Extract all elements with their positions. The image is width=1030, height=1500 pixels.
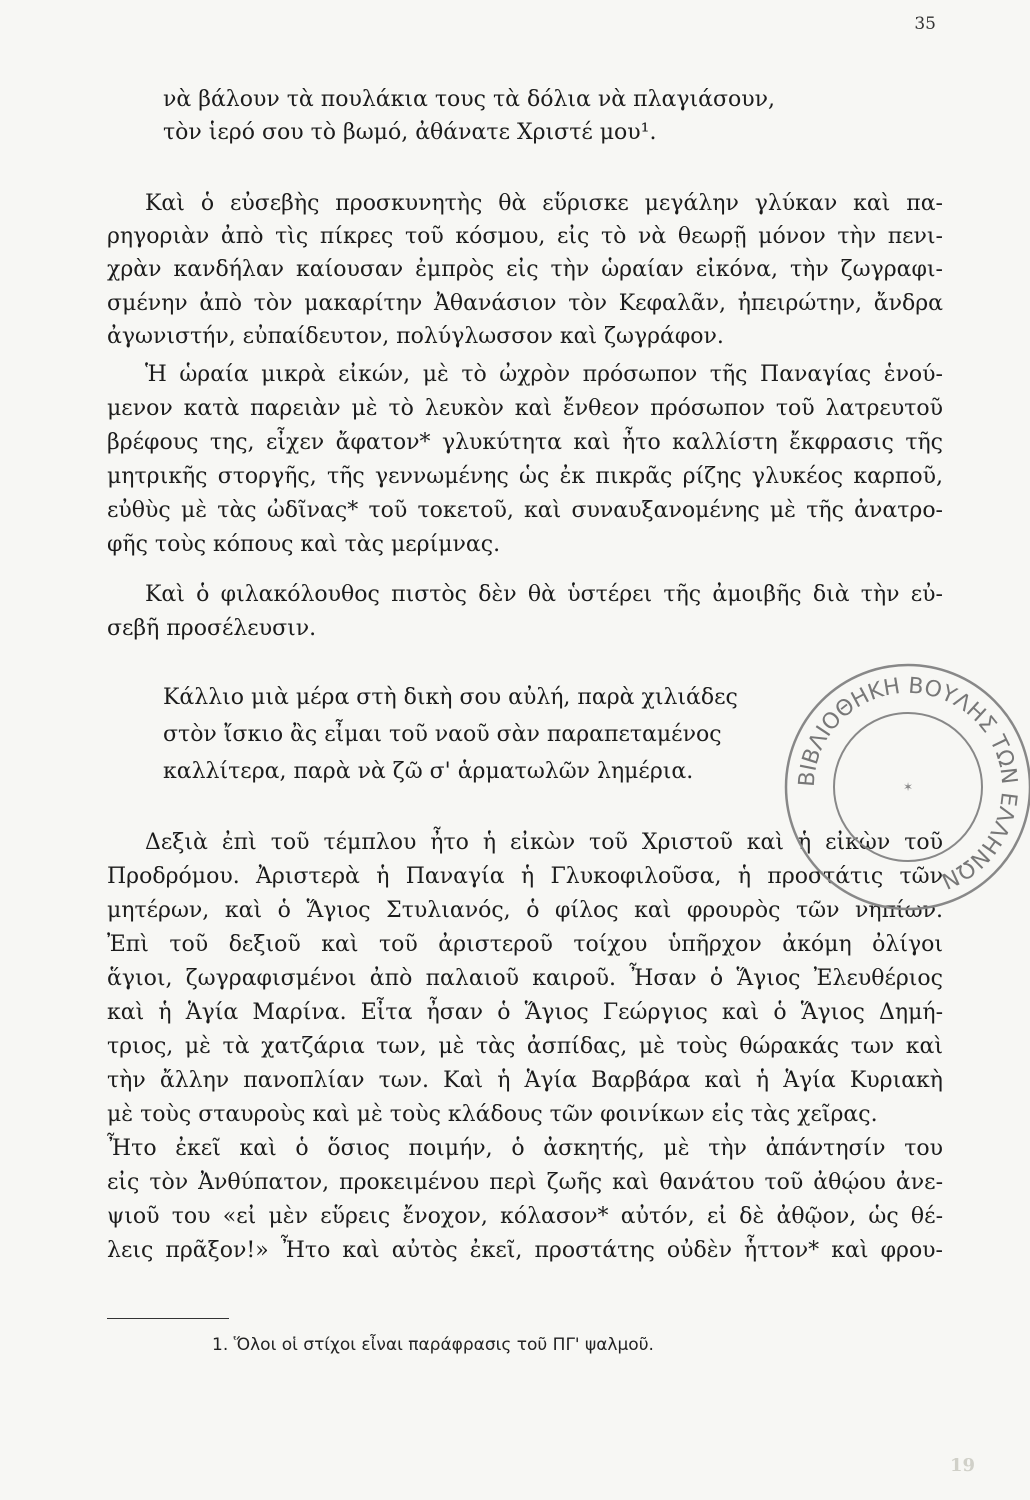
stamp-ring-text: ΒΙΒΛΙΟΘΗΚΗ ΒΟΥΛΗΣ ΤΩΝ ΕΛΛΗΝΩΝ [794, 673, 1022, 894]
text-line: βρέφους της, εἶχεν ἄφατον* γλυκύτητα καὶ ἦτο καλλίστη ἔκφρασις τῆς [107, 430, 943, 455]
poem-line: νὰ βάλουν τὰ πουλάκια τους τὰ δόλια νὰ πλαγιάσουν, [163, 87, 776, 112]
text-line: τὴν ἄλλην πανοπλίαν των. Καὶ ἡ Ἁγία Βαρβάρα καὶ ἡ Ἁγία Κυριακὴ [107, 1068, 943, 1093]
text-line: λεις πρᾶξον!» Ἦτο καὶ αὐτὸς ἐκεῖ, προστάτης οὐδὲν ἧττον* καὶ φρου- [107, 1238, 943, 1263]
text-line: εἰς τὸν Ἀνθύπατον, προκειμένου περὶ ζωῆς καὶ θανάτου τοῦ ἀθῴου ἀνε- [107, 1170, 943, 1195]
poem-line: Κάλλιο μιὰ μέρα στὴ δικὴ σου αὐλή, παρὰ χιλιάδες [163, 685, 738, 710]
poem-line: τὸν ἱερό σου τὸ βωμό, ἀθάνατε Χριστέ μου¹. [163, 120, 657, 145]
text-line: Ἡ ὡραία μικρὰ εἰκών, μὲ τὸ ὠχρὸν πρόσωπον τῆς Παναγίας ἑνού- [145, 362, 943, 387]
text-line: μενον κατὰ παρειὰν μὲ τὸ λευκὸν καὶ ἔνθεον πρόσωπον τοῦ λατρευτοῦ [107, 396, 943, 421]
text-line: ἅγιοι, ζωγραφισμένοι ἀπὸ παλαιοῦ καιροῦ. Ἦσαν ὁ Ἅγιος Ἐλευθέριος [107, 966, 943, 991]
library-stamp [776, 655, 1030, 919]
text-line: Δεξιὰ ἐπὶ τοῦ τέμπλου ἦτο ἡ εἰκὼν τοῦ Χριστοῦ καὶ ἡ εἰκὼν τοῦ [145, 830, 943, 855]
text-line: Καὶ ὁ φιλακόλουθος πιστὸς δὲν θὰ ὑστέρει τῆς ἀμοιβῆς διὰ τὴν εὐ- [145, 582, 943, 607]
text-line: μητέρων, καὶ ὁ Ἅγιος Στυλιανός, ὁ φίλος καὶ φρουρὸς τῶν νηπίων. [107, 898, 943, 923]
text-line: Προδρόμου. Ἀριστερὰ ἡ Παναγία ἡ Γλυκοφιλοῦσα, ἡ προστάτις τῶν [107, 864, 943, 889]
stamp-star-icon: ✶ [902, 780, 914, 794]
page-number: 35 [914, 14, 936, 34]
text-line: ψιοῦ του «εἰ μὲν εὕρεις ἔνοχον, κόλασον* αὐτόν, εἰ δὲ ἀθῷον, ὡς θέ- [107, 1204, 943, 1229]
text-line: ρηγοριὰν ἀπὸ τὶς πίκρες τοῦ κόσμου, εἰς τὸ νὰ θεωρῇ μόνον τὴν πενι- [107, 224, 943, 249]
footnote-rule [107, 1318, 229, 1319]
text-line: καὶ ἡ Ἁγία Μαρίνα. Εἶτα ἦσαν ὁ Ἅγιος Γεώργιος καὶ ὁ Ἅγιος Δημή- [107, 1000, 943, 1025]
text-line: Ἦτο ἐκεῖ καὶ ὁ ὅσιος ποιμήν, ὁ ἀσκητής, μὲ τὴν ἀπάντησίν του [107, 1136, 943, 1161]
poem-line: καλλίτερα, παρὰ νὰ ζῶ σ' ἁρματωλῶν λημέρια. [163, 759, 694, 784]
text-line: Ἐπὶ τοῦ δεξιοῦ καὶ τοῦ ἀριστεροῦ τοίχου ὑπῆρχον ἀκόμη ὀλίγοι [107, 932, 943, 957]
text-line: χρὰν κανδήλαν καίουσαν ἐμπρὸς εἰς τὴν ὡραίαν εἰκόνα, τὴν ζωγραφι- [107, 257, 943, 282]
text-line: τριος, μὲ τὰ χατζάρια των, μὲ τὰς ἀσπίδας, μὲ τοὺς θώρακάς των καὶ [107, 1034, 943, 1059]
text-line: ἀγωνιστήν, εὐπαίδευτον, πολύγλωσσον καὶ ζωγράφον. [107, 324, 724, 349]
stamp-svg [776, 655, 1030, 919]
text-line: σμένην ἀπὸ τὸν μακαρίτην Ἀθανάσιον τὸν Κεφαλᾶν, ἠπειρώτην, ἄνδρα [107, 291, 943, 316]
footnote: 1. Ὅλοι οἱ στίχοι εἶναι παράφρασις τοῦ ΠΓ' ψαλμοῦ. [212, 1335, 654, 1355]
text-line: μητρικῆς στοργῆς, τῆς γεννωμένης ὡς ἐκ πικρᾶς ρίζης γλυκέος καρποῦ, [107, 464, 943, 489]
text-line: Καὶ ὁ εὐσεβὴς προσκυνητὴς θὰ εὕρισκε μεγάλην γλύκαν καὶ πα- [145, 191, 943, 216]
poem-line: στὸν ἴσκιο ἂς εἶμαι τοῦ ναοῦ σὰν παραπεταμένος [163, 722, 722, 747]
text-line: μὲ τοὺς σταυροὺς καὶ μὲ τοὺς κλάδους τῶν φοινίκων εἰς τὰς χεῖρας. [107, 1102, 878, 1127]
text-line: εὐθὺς μὲ τὰς ὠδῖνας* τοῦ τοκετοῦ, καὶ συναυξανομένης μὲ τῆς ἀνατρο- [107, 498, 943, 523]
text-line: σεβῆ προσέλευσιν. [107, 616, 317, 641]
text-line: φῆς τοὺς κόπους καὶ τὰς μερίμνας. [107, 532, 501, 557]
corner-mark: 19 [950, 1455, 976, 1476]
